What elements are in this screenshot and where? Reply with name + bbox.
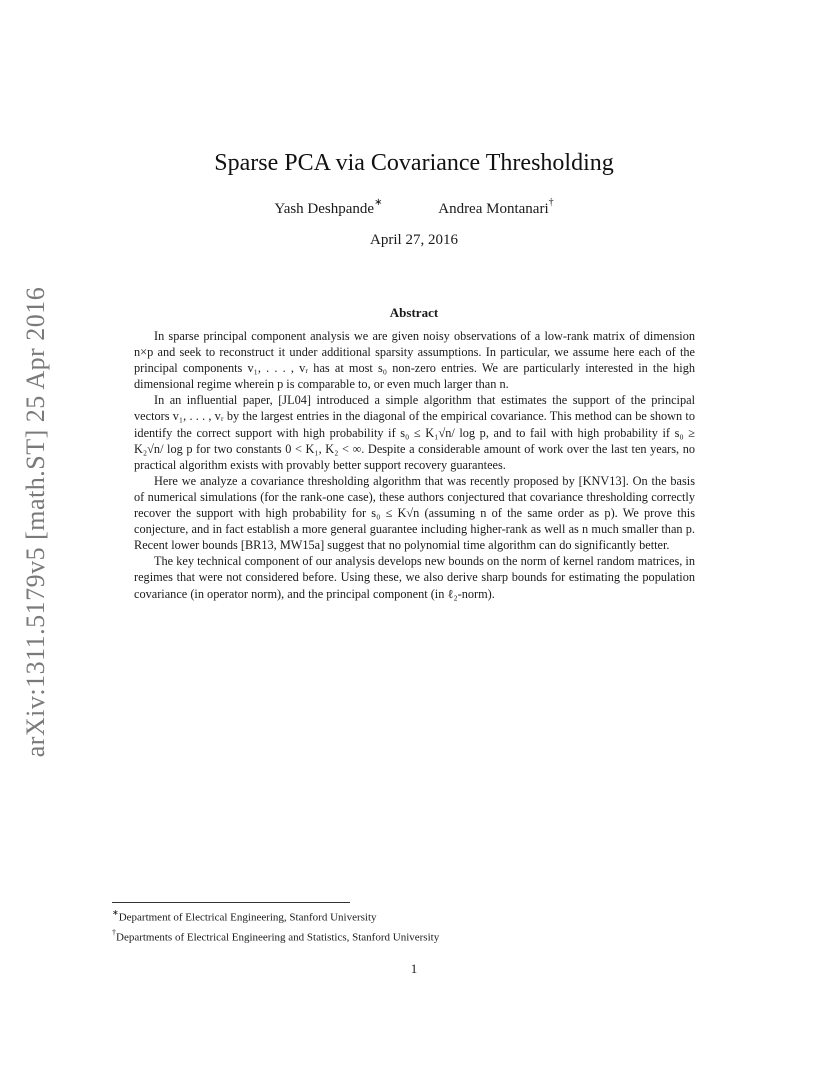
abstract-body bbox=[134, 328, 695, 602]
footnotes bbox=[112, 906, 439, 946]
arxiv-identifier-stamp: arXiv:1311.5179v5 [math.ST] 25 Apr 2016 bbox=[21, 286, 50, 758]
author-footnote-mark: ∗ bbox=[374, 197, 383, 208]
footnote-affiliation-2 bbox=[112, 926, 439, 946]
footnote-divider bbox=[112, 902, 350, 903]
footnote-text: Departments of Electrical Engineering and Statistics, Stanford University bbox=[116, 931, 440, 944]
footnote-mark: † bbox=[112, 928, 116, 938]
author-name: Andrea Montanari bbox=[438, 201, 549, 217]
author-footnote-mark: † bbox=[548, 197, 554, 208]
author-2 bbox=[438, 199, 553, 218]
abstract-paragraph: In sparse principal component analysis we are given noisy observations of a low-rank matrix of dimension n×p and seek to reconstruct it under additional sparsity assumptions. In particular, we assume here each of the principal components v₁, . . . , vᵣ has at most s₀ non-zero entries. We are particularly interested in the high dimensional regime wherein p is comparable to, or even much larger than n. bbox=[134, 329, 695, 392]
footnote-text: Department of Electrical Engineering, Stanford University bbox=[118, 911, 377, 924]
footnote-mark: ∗ bbox=[112, 908, 119, 917]
abstract-paragraph: The key technical component of our analysis develops new bounds on the norm of kernel random matrices, in regimes that were not considered before. Using these, we also derive sharp bounds for estimating the population covariance (in operator norm), and the principal component (in ℓ₂-norm). bbox=[134, 554, 695, 601]
page-number: 1 bbox=[410, 961, 418, 976]
author-1 bbox=[274, 199, 382, 218]
footnote-affiliation-1 bbox=[112, 906, 439, 926]
author-list bbox=[0, 199, 828, 218]
paper-date: April 27, 2016 bbox=[370, 232, 458, 248]
paper-title: Sparse PCA via Covariance Thresholding bbox=[214, 150, 614, 176]
abstract-paragraph: In an influential paper, [JL04] introduced a simple algorithm that estimates the support of the principal vectors v₁, . . . , vᵣ by the largest entries in the diagonal of the empirical covariance. This method can be shown to identify the correct support with high probability if s₀ ≤ K₁√n/ log p, and to fail with high probability if s₀ ≥ K₂√n/ log p for two constants 0 < K₁, K₂ < ∞. Despite a considerable amount of work over the last ten years, no practical algorithm exists with provably better support recovery guarantees. bbox=[134, 393, 695, 472]
abstract-heading: Abstract bbox=[389, 305, 439, 320]
author-name: Yash Deshpande bbox=[274, 201, 375, 217]
abstract-paragraph: Here we analyze a covariance thresholding algorithm that was recently proposed by [KNV13]. On the basis of numerical simulations (for the rank-one case), these authors conjectured that covariance thresholding correctly recover the support with high probability for s₀ ≤ K√n (assuming n of the same order as p). We prove this conjecture, and in fact establish a more general guarantee including higher-rank as well as n much smaller than p. Recent lower bounds [BR13, MW15a] suggest that no polynomial time algorithm can do significantly better. bbox=[134, 473, 695, 553]
